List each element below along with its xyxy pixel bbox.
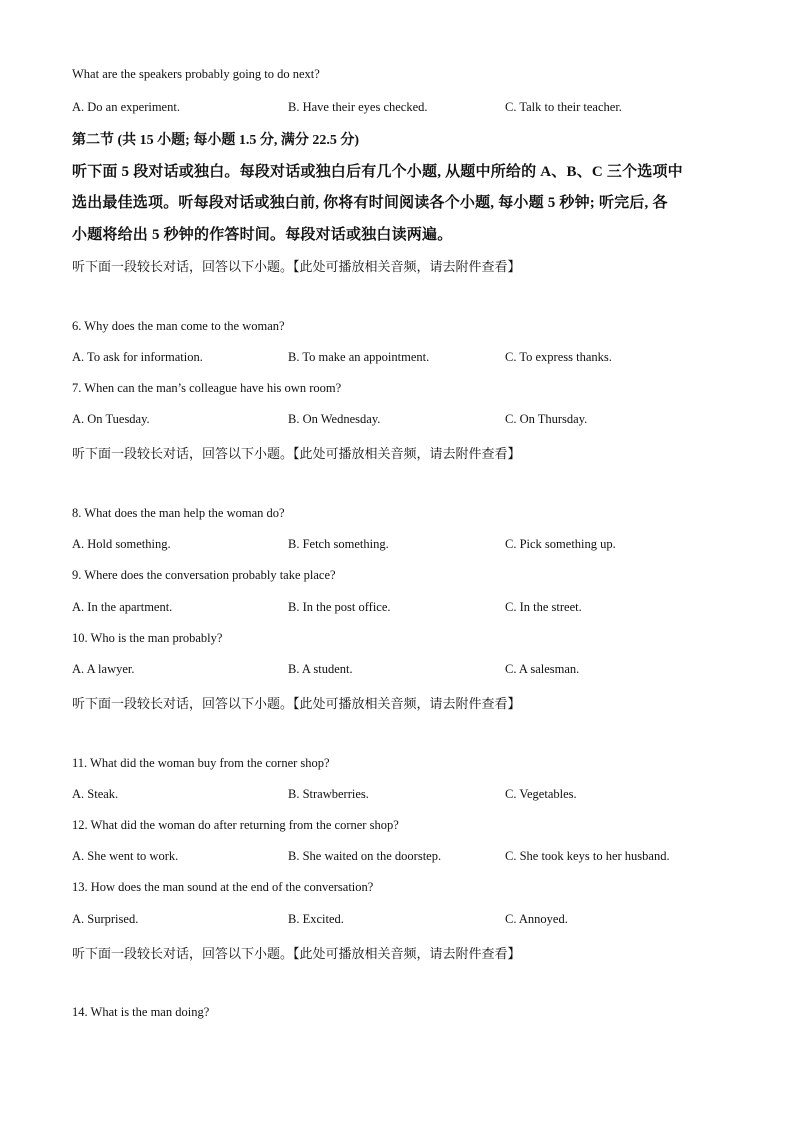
question-text: 14. What is the man doing? bbox=[72, 1005, 210, 1019]
question-text: 13. How does the man sound at the end of the conversation? bbox=[72, 880, 374, 894]
option-a: A. She went to work. bbox=[72, 849, 179, 863]
question-text: 9. Where does the conversation probably take place? bbox=[72, 568, 336, 582]
option-a: A. Steak. bbox=[72, 787, 119, 801]
option-a: A. A lawyer. bbox=[72, 662, 135, 676]
option-b: B. Strawberries. bbox=[288, 787, 369, 801]
option-a: A. Hold something. bbox=[72, 537, 171, 551]
option-c: C. In the street. bbox=[505, 600, 582, 614]
question-text: 6. Why does the man come to the woman? bbox=[72, 319, 285, 333]
option-b: B. Excited. bbox=[288, 912, 344, 926]
question-text: 7. When can the man’s colleague have his own room? bbox=[72, 381, 342, 395]
option-b: B. In the post office. bbox=[288, 600, 391, 614]
option-a: A. Do an experiment. bbox=[72, 100, 180, 114]
question-text: 11. What did the woman buy from the corner shop? bbox=[72, 756, 330, 770]
option-b: B. A student. bbox=[288, 662, 353, 676]
option-c: C. Talk to their teacher. bbox=[505, 100, 622, 114]
option-b: B. She waited on the doorstep. bbox=[288, 849, 442, 863]
option-a: A. On Tuesday. bbox=[72, 412, 150, 426]
question-text: 12. What did the woman do after returning from the corner shop? bbox=[72, 818, 399, 832]
listen-prompt: 听下面一段较长对话，回答以下小题。【此处可播放相关音频，请去附件查看】 bbox=[72, 259, 521, 274]
option-a: A. To ask for information. bbox=[72, 350, 203, 364]
option-c: C. Vegetables. bbox=[505, 787, 577, 801]
option-c: C. She took keys to her husband. bbox=[505, 849, 670, 863]
option-c: C. Pick something up. bbox=[505, 537, 616, 551]
option-a: A. Surprised. bbox=[72, 912, 139, 926]
option-b: B. On Wednesday. bbox=[288, 412, 381, 426]
section-title: 第二节 (共 15 小题; 每小题 1.5 分, 满分 22.5 分) bbox=[72, 133, 359, 148]
listen-prompt: 听下面一段较长对话，回答以下小题。【此处可播放相关音频，请去附件查看】 bbox=[72, 446, 521, 461]
option-c: C. Annoyed. bbox=[505, 912, 568, 926]
option-b: B. Have their eyes checked. bbox=[288, 100, 428, 114]
question-text: What are the speakers probably going to do next? bbox=[72, 67, 320, 81]
section-instructions-line-3: 小题将给出 5 秒钟的作答时间。每段对话或独白读两遍。 bbox=[72, 227, 453, 243]
option-c: C. On Thursday. bbox=[505, 412, 588, 426]
section-instructions-line-1: 听下面 5 段对话或独白。每段对话或独白后有几个小题, 从题中所给的 A、B、C 三个选项中 bbox=[72, 164, 683, 180]
question-text: 8. What does the man help the woman do? bbox=[72, 506, 285, 520]
listen-prompt: 听下面一段较长对话，回答以下小题。【此处可播放相关音频，请去附件查看】 bbox=[72, 946, 521, 961]
section-instructions-line-2: 选出最佳选项。听每段对话或独白前, 你将有时间阅读各个小题, 每小题 5 秒钟; 听完后, 各 bbox=[72, 195, 668, 211]
option-c: C. To express thanks. bbox=[505, 350, 612, 364]
option-c: C. A salesman. bbox=[505, 662, 580, 676]
listen-prompt: 听下面一段较长对话，回答以下小题。【此处可播放相关音频，请去附件查看】 bbox=[72, 696, 521, 711]
option-a: A. In the apartment. bbox=[72, 600, 173, 614]
option-b: B. Fetch something. bbox=[288, 537, 389, 551]
option-b: B. To make an appointment. bbox=[288, 350, 430, 364]
question-text: 10. Who is the man probably? bbox=[72, 631, 223, 645]
